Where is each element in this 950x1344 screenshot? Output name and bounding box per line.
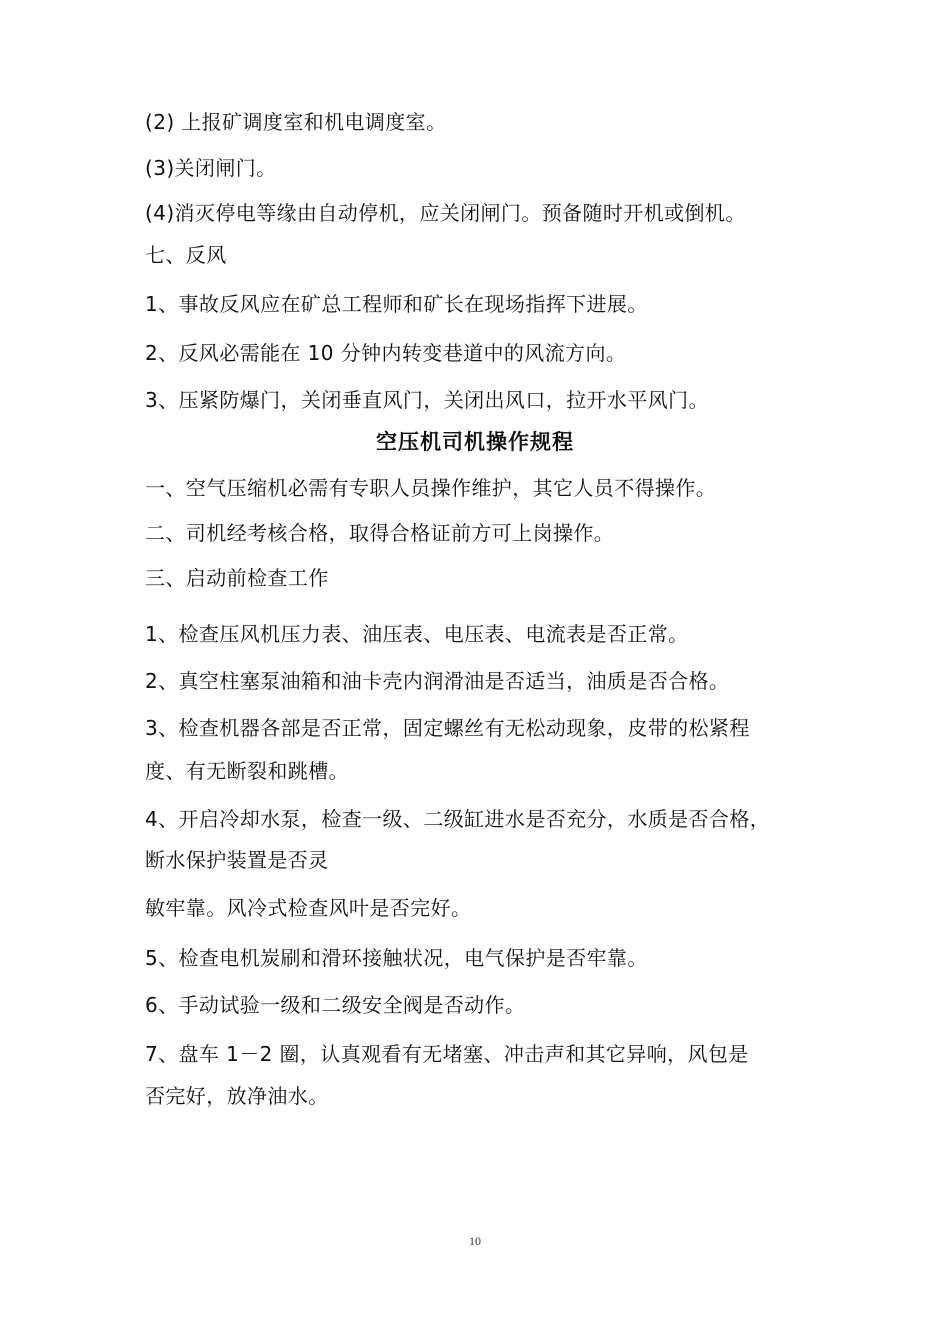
text-line: 1、事故反风应在矿总工程师和矿长在现场指挥下进展。 (145, 292, 648, 316)
text-line: 敏牢靠。风冷式检查风叶是否完好。 (145, 896, 472, 920)
text-line: 7、盘车 1－2 圈，认真观看有无堵塞、冲击声和其它异响，风包是 (145, 1042, 749, 1066)
text-line: 5、检查电机炭刷和滑环接触状况，电气保护是否牢靠。 (145, 946, 648, 970)
text-line: 6、手动试验一级和二级安全阀是否动作。 (145, 993, 526, 1017)
text-line: 4、开启冷却水泵，检查一级、二级缸进水是否充分，水质是否合格， (145, 807, 771, 831)
text-line: 1、检查压风机压力表、油压表、电压表、电流表是否正常。 (145, 622, 689, 646)
section-heading-line: 三、启动前检查工作 (145, 566, 329, 590)
text-line: 断水保护装置是否灵 (145, 848, 329, 872)
text-line: (3)关闭闸门。 (145, 156, 277, 180)
text-line: 否完好，放净油水。 (145, 1084, 329, 1108)
section-heading-line: 七、反风 (145, 243, 227, 267)
text-line: 2、真空柱塞泵油箱和油卡壳内润滑油是否适当，油质是否合格。 (145, 669, 730, 693)
text-line: (2) 上报矿调度室和机电调度室。 (145, 110, 447, 134)
text-line: 2、反风必需能在 10 分钟内转变巷道中的风流方向。 (145, 341, 627, 365)
text-line: 3、压紧防爆门，关闭垂直风门，关闭出风口，拉开水平风门。 (145, 388, 709, 412)
text-line: (4)消灭停电等缘由自动停机，应关闭闸门。预备随时开机或倒机。 (145, 201, 746, 225)
text-line: 3、检查机器各部是否正常，固定螺丝有无松动现象，皮带的松紧程 (145, 716, 750, 740)
text-line: 二、司机经考核合格，取得合格证前方可上岗操作。 (145, 521, 615, 545)
text-line: 度、有无断裂和跳槽。 (145, 759, 349, 783)
page-number: 10 (469, 1234, 481, 1248)
text-line: 一、空气压缩机必需有专职人员操作维护，其它人员不得操作。 (145, 476, 717, 500)
page-title: 空压机司机操作规程 (376, 430, 574, 454)
